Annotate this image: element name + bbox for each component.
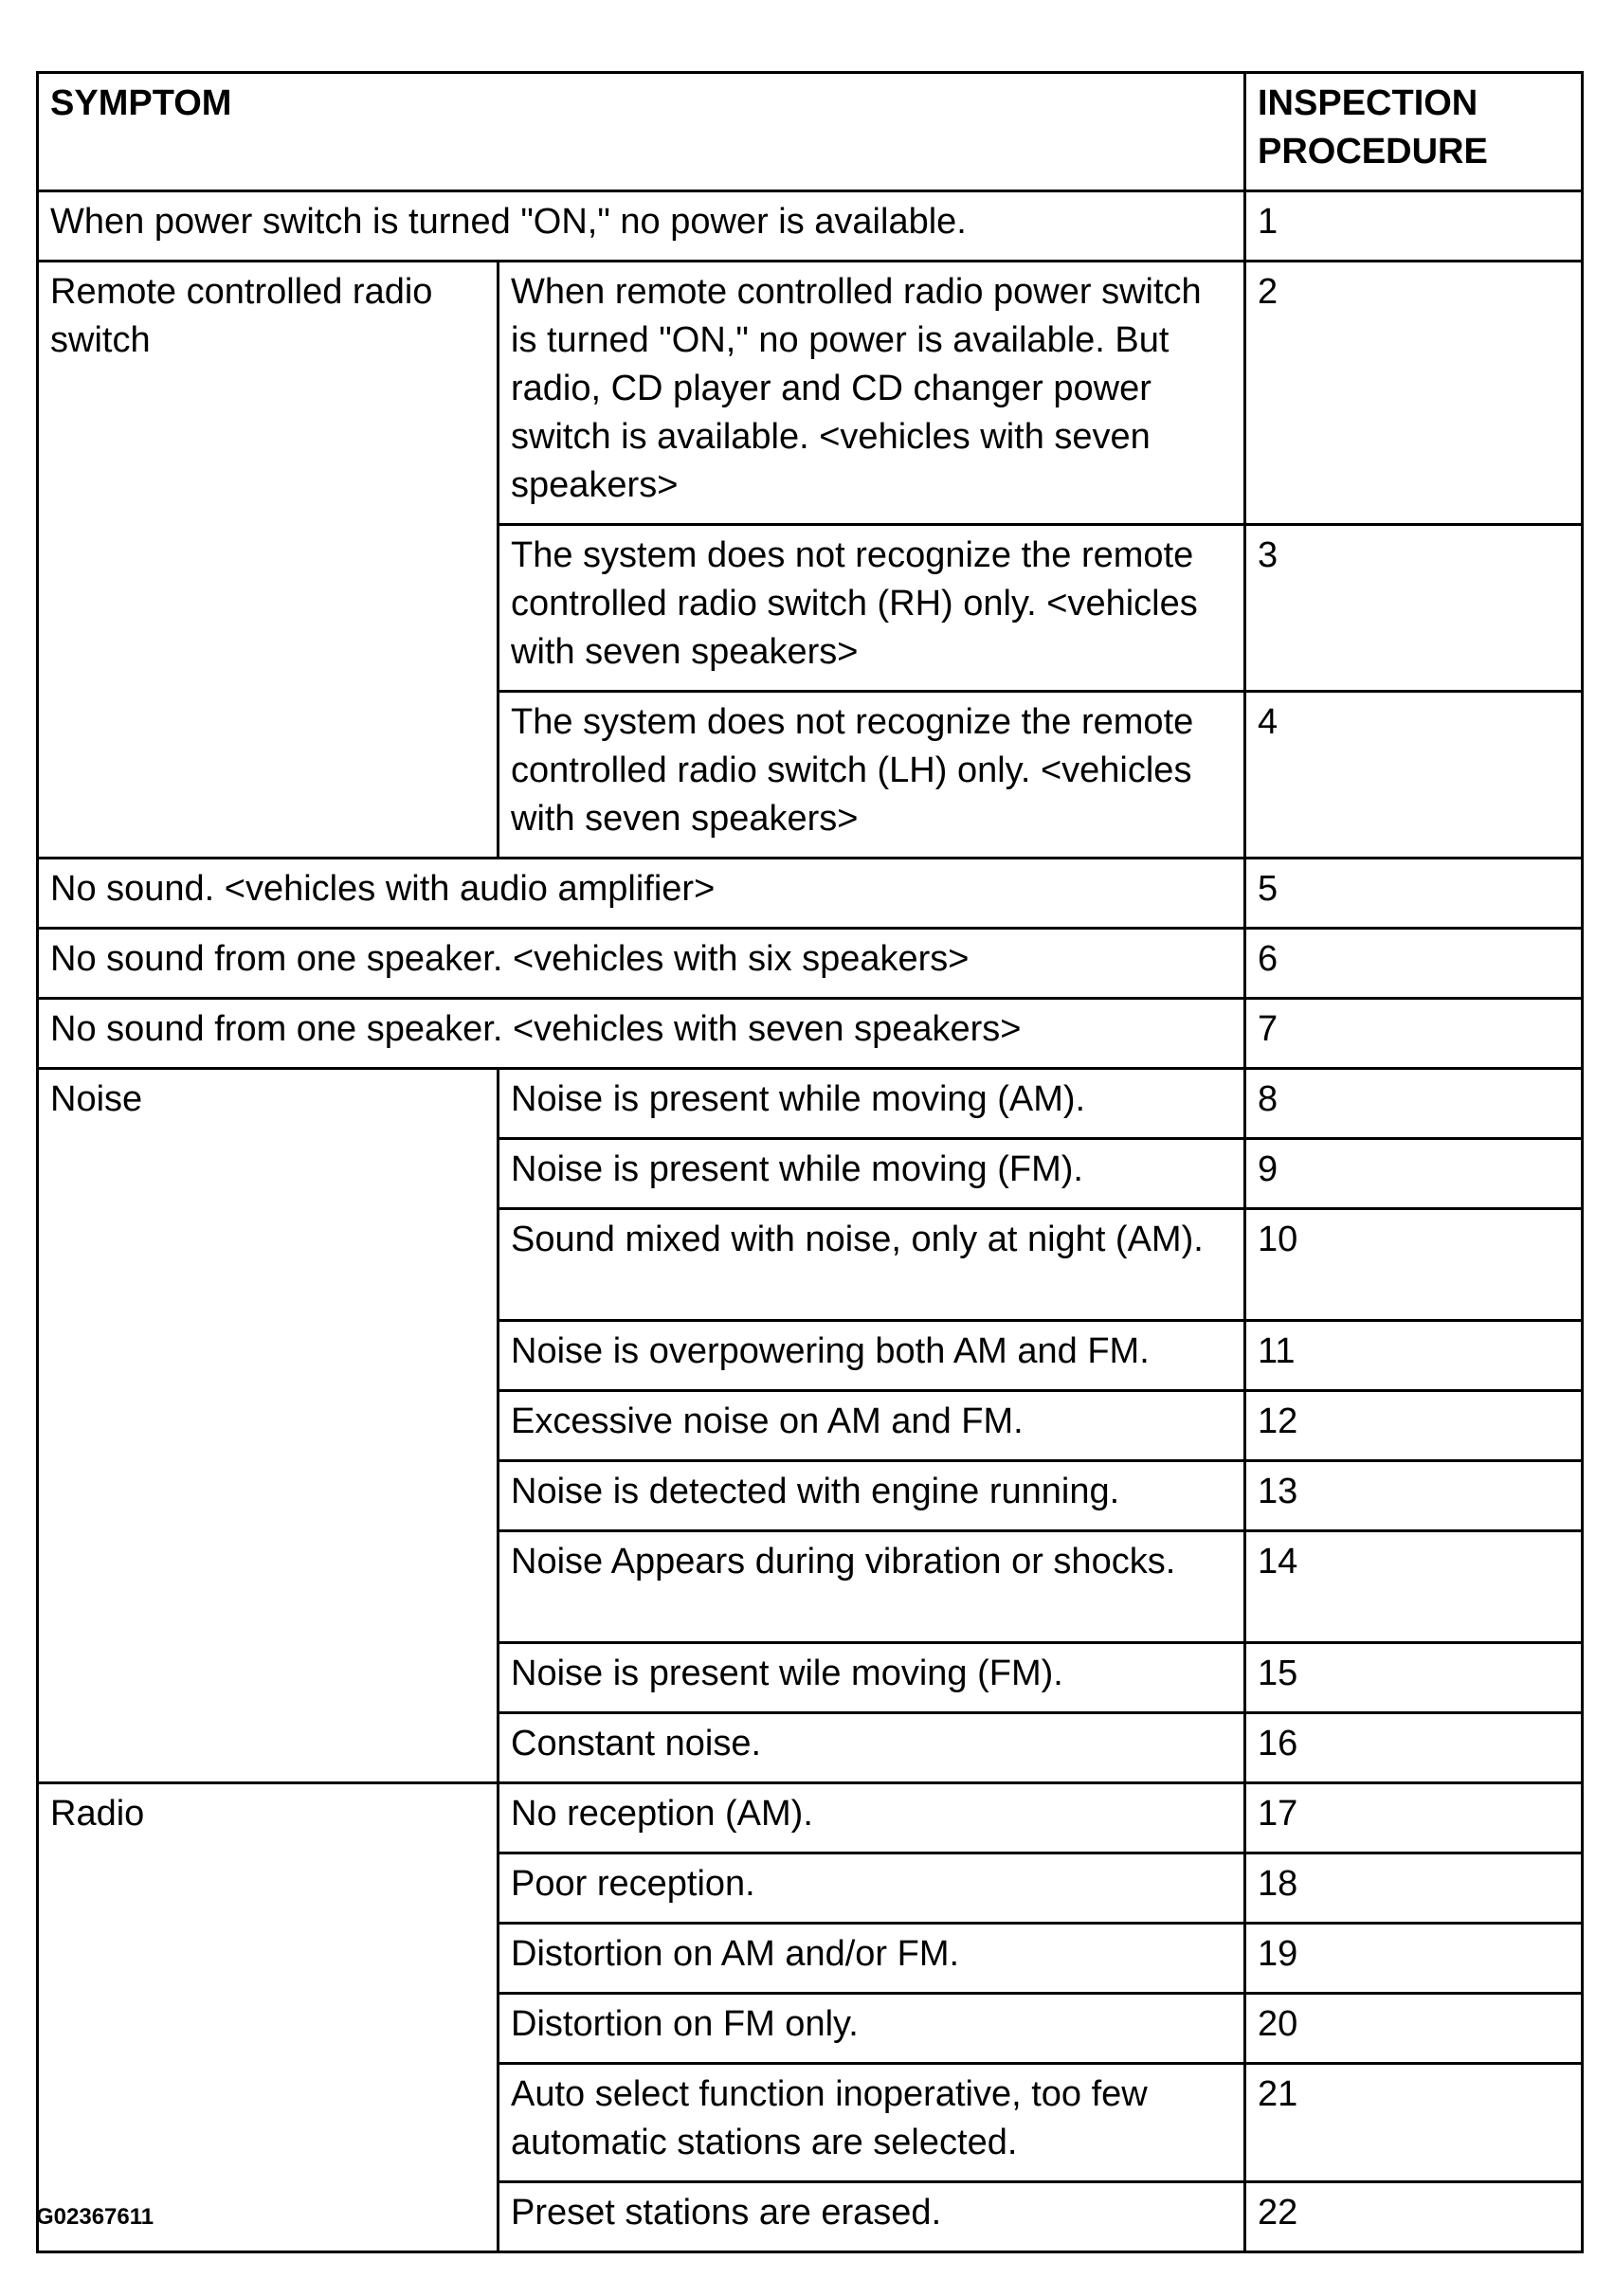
symptom-cell: Noise Appears during vibration or shocks.: [499, 1531, 1245, 1643]
procedure-cell: 18: [1245, 1853, 1583, 1924]
symptom-cell: When power switch is turned "ON," no power is available.: [38, 191, 1245, 262]
symptom-cell: The system does not recognize the remote controlled radio switch (LH) only. <vehicles with seven speakers>: [499, 692, 1245, 859]
symptom-cell: Excessive noise on AM and FM.: [499, 1391, 1245, 1461]
procedure-cell: 16: [1245, 1713, 1583, 1783]
procedure-cell: 8: [1245, 1069, 1583, 1139]
symptom-cell: No sound. <vehicles with audio amplifier>: [38, 859, 1245, 929]
symptom-cell: Noise is overpowering both AM and FM.: [499, 1321, 1245, 1391]
symptom-cell: No sound from one speaker. <vehicles with seven speakers>: [38, 999, 1245, 1069]
symptom-group-noise: Noise: [38, 1069, 499, 1783]
procedure-cell: 20: [1245, 1994, 1583, 2064]
table-row: [38, 191, 1583, 262]
symptom-table: [36, 71, 1584, 2253]
symptom-cell: Distortion on AM and/or FM.: [499, 1924, 1245, 1994]
procedure-cell: 10: [1245, 1209, 1583, 1321]
header-row: [38, 73, 1583, 191]
procedure-cell: 21: [1245, 2064, 1583, 2182]
table-row: [38, 929, 1583, 999]
symptom-cell: Noise is present while moving (AM).: [499, 1069, 1245, 1139]
procedure-cell: 19: [1245, 1924, 1583, 1994]
symptom-cell: Noise is present while moving (FM).: [499, 1139, 1245, 1209]
procedure-cell: 9: [1245, 1139, 1583, 1209]
procedure-cell: 11: [1245, 1321, 1583, 1391]
procedure-cell: 14: [1245, 1531, 1583, 1643]
procedure-cell: 13: [1245, 1461, 1583, 1531]
table-row: [38, 1069, 1583, 1139]
procedure-cell: 17: [1245, 1783, 1583, 1853]
procedure-cell: 7: [1245, 999, 1583, 1069]
symptom-cell: Sound mixed with noise, only at night (AM).: [499, 1209, 1245, 1321]
symptom-cell: Preset stations are erased.: [499, 2182, 1245, 2252]
procedure-cell: 1: [1245, 191, 1583, 262]
table-row: [38, 859, 1583, 929]
symptom-cell: No sound from one speaker. <vehicles with six speakers>: [38, 929, 1245, 999]
symptom-group-remote: Remote controlled radio switch: [38, 262, 499, 859]
symptom-cell: Constant noise.: [499, 1713, 1245, 1783]
table-row: [38, 999, 1583, 1069]
inspection-procedure-header: INSPECTION PROCEDURE: [1245, 73, 1583, 191]
symptom-cell: The system does not recognize the remote controlled radio switch (RH) only. <vehicles with seven speakers>: [499, 525, 1245, 692]
symptom-cell: Auto select function inoperative, too few automatic stations are selected.: [499, 2064, 1245, 2182]
symptom-cell: Distortion on FM only.: [499, 1994, 1245, 2064]
symptom-cell: Poor reception.: [499, 1853, 1245, 1924]
symptom-cell: No reception (AM).: [499, 1783, 1245, 1853]
table-row: [38, 262, 1583, 525]
symptom-cell: Noise is present wile moving (FM).: [499, 1643, 1245, 1713]
symptom-group-radio: Radio: [38, 1783, 499, 2252]
procedure-cell: 22: [1245, 2182, 1583, 2252]
procedure-cell: 5: [1245, 859, 1583, 929]
table-row: [38, 1783, 1583, 1853]
symptom-header: SYMPTOM: [38, 73, 1245, 191]
procedure-cell: 4: [1245, 692, 1583, 859]
symptom-cell: Noise is detected with engine running.: [499, 1461, 1245, 1531]
procedure-cell: 12: [1245, 1391, 1583, 1461]
procedure-cell: 2: [1245, 262, 1583, 525]
procedure-cell: 15: [1245, 1643, 1583, 1713]
procedure-cell: 3: [1245, 525, 1583, 692]
figure-id: G02367611: [36, 2204, 154, 2230]
procedure-cell: 6: [1245, 929, 1583, 999]
symptom-cell: When remote controlled radio power switch is turned "ON," no power is available. But radio, CD player and CD changer power switch is available. <vehicles with seven speakers>: [499, 262, 1245, 525]
